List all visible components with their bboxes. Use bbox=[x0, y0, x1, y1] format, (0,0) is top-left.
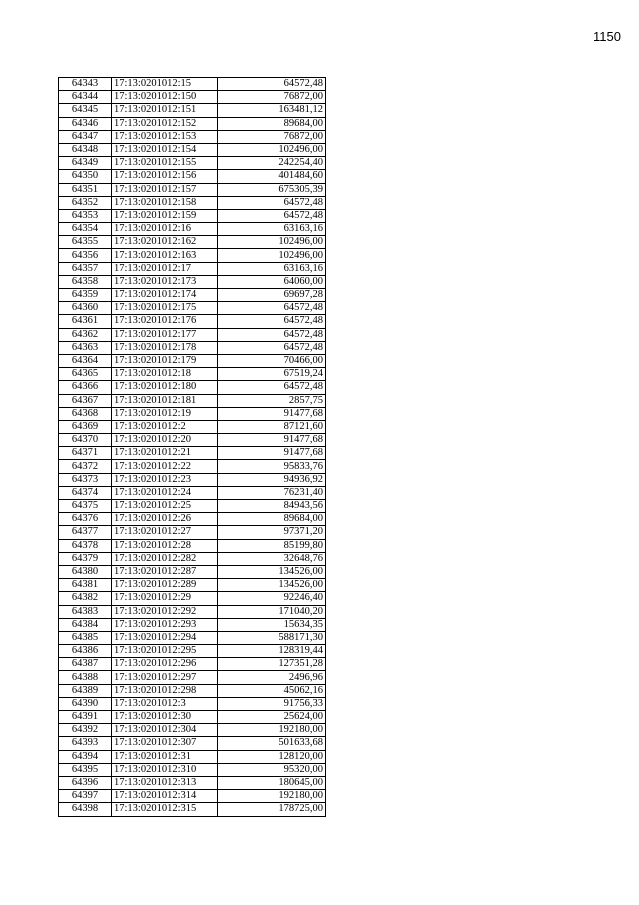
cadastral-number-cell: 17:13:0201012:2 bbox=[112, 420, 218, 433]
row-number-cell: 64384 bbox=[59, 618, 112, 631]
cadastral-number-cell: 17:13:0201012:25 bbox=[112, 500, 218, 513]
row-number-cell: 64365 bbox=[59, 368, 112, 381]
table-body bbox=[59, 78, 326, 817]
row-number-cell: 64397 bbox=[59, 790, 112, 803]
table-row bbox=[59, 354, 326, 367]
row-number-cell: 64392 bbox=[59, 724, 112, 737]
value-cell: 87121,60 bbox=[218, 420, 326, 433]
row-number-cell: 64388 bbox=[59, 671, 112, 684]
cadastral-number-cell: 17:13:0201012:24 bbox=[112, 486, 218, 499]
cadastral-number-cell: 17:13:0201012:21 bbox=[112, 447, 218, 460]
table-row bbox=[59, 803, 326, 816]
table-row bbox=[59, 711, 326, 724]
table-row bbox=[59, 513, 326, 526]
table-row bbox=[59, 407, 326, 420]
table-row bbox=[59, 381, 326, 394]
value-cell: 64572,48 bbox=[218, 78, 326, 91]
row-number-cell: 64383 bbox=[59, 605, 112, 618]
cadastral-number-cell: 17:13:0201012:152 bbox=[112, 117, 218, 130]
value-cell: 95833,76 bbox=[218, 460, 326, 473]
value-cell: 32648,76 bbox=[218, 552, 326, 565]
row-number-cell: 64370 bbox=[59, 434, 112, 447]
cadastral-number-cell: 17:13:0201012:15 bbox=[112, 78, 218, 91]
cadastral-number-cell: 17:13:0201012:155 bbox=[112, 157, 218, 170]
row-number-cell: 64380 bbox=[59, 565, 112, 578]
cadastral-number-cell: 17:13:0201012:29 bbox=[112, 592, 218, 605]
value-cell: 45062,16 bbox=[218, 684, 326, 697]
cadastral-number-cell: 17:13:0201012:181 bbox=[112, 394, 218, 407]
value-cell: 64572,48 bbox=[218, 341, 326, 354]
cadastral-number-cell: 17:13:0201012:163 bbox=[112, 249, 218, 262]
row-number-cell: 64348 bbox=[59, 143, 112, 156]
row-number-cell: 64345 bbox=[59, 104, 112, 117]
cadastral-number-cell: 17:13:0201012:22 bbox=[112, 460, 218, 473]
table-row bbox=[59, 368, 326, 381]
cadastral-number-cell: 17:13:0201012:287 bbox=[112, 565, 218, 578]
table-row bbox=[59, 684, 326, 697]
value-cell: 67519,24 bbox=[218, 368, 326, 381]
row-number-cell: 64386 bbox=[59, 645, 112, 658]
row-number-cell: 64362 bbox=[59, 328, 112, 341]
row-number-cell: 64376 bbox=[59, 513, 112, 526]
cadastral-number-cell: 17:13:0201012:313 bbox=[112, 776, 218, 789]
row-number-cell: 64374 bbox=[59, 486, 112, 499]
row-number-cell: 64366 bbox=[59, 381, 112, 394]
cadastral-number-cell: 17:13:0201012:293 bbox=[112, 618, 218, 631]
table-row bbox=[59, 104, 326, 117]
cadastral-number-cell: 17:13:0201012:26 bbox=[112, 513, 218, 526]
cadastral-number-cell: 17:13:0201012:314 bbox=[112, 790, 218, 803]
value-cell: 64572,48 bbox=[218, 302, 326, 315]
cadastral-number-cell: 17:13:0201012:173 bbox=[112, 275, 218, 288]
table-row bbox=[59, 697, 326, 710]
table-row bbox=[59, 579, 326, 592]
value-cell: 64060,00 bbox=[218, 275, 326, 288]
row-number-cell: 64371 bbox=[59, 447, 112, 460]
value-cell: 64572,48 bbox=[218, 381, 326, 394]
value-cell: 171040,20 bbox=[218, 605, 326, 618]
row-number-cell: 64344 bbox=[59, 91, 112, 104]
row-number-cell: 64353 bbox=[59, 209, 112, 222]
table-row bbox=[59, 196, 326, 209]
row-number-cell: 64357 bbox=[59, 262, 112, 275]
table-row bbox=[59, 91, 326, 104]
cadastral-number-cell: 17:13:0201012:176 bbox=[112, 315, 218, 328]
value-cell: 675305,39 bbox=[218, 183, 326, 196]
cadastral-number-cell: 17:13:0201012:289 bbox=[112, 579, 218, 592]
row-number-cell: 64391 bbox=[59, 711, 112, 724]
value-cell: 102496,00 bbox=[218, 143, 326, 156]
cadastral-number-cell: 17:13:0201012:296 bbox=[112, 658, 218, 671]
cadastral-number-cell: 17:13:0201012:180 bbox=[112, 381, 218, 394]
row-number-cell: 64385 bbox=[59, 631, 112, 644]
value-cell: 128319,44 bbox=[218, 645, 326, 658]
cadastral-number-cell: 17:13:0201012:292 bbox=[112, 605, 218, 618]
table-row bbox=[59, 565, 326, 578]
table-row bbox=[59, 447, 326, 460]
table-row bbox=[59, 724, 326, 737]
row-number-cell: 64354 bbox=[59, 223, 112, 236]
table-row bbox=[59, 209, 326, 222]
cadastral-number-cell: 17:13:0201012:150 bbox=[112, 91, 218, 104]
page-number: 1150 bbox=[593, 29, 621, 44]
row-number-cell: 64377 bbox=[59, 526, 112, 539]
table-row bbox=[59, 645, 326, 658]
table-row bbox=[59, 78, 326, 91]
value-cell: 102496,00 bbox=[218, 236, 326, 249]
row-number-cell: 64395 bbox=[59, 763, 112, 776]
value-cell: 180645,00 bbox=[218, 776, 326, 789]
cadastral-number-cell: 17:13:0201012:156 bbox=[112, 170, 218, 183]
value-cell: 64572,48 bbox=[218, 196, 326, 209]
row-number-cell: 64350 bbox=[59, 170, 112, 183]
table-row bbox=[59, 671, 326, 684]
row-number-cell: 64349 bbox=[59, 157, 112, 170]
value-cell: 91756,33 bbox=[218, 697, 326, 710]
row-number-cell: 64373 bbox=[59, 473, 112, 486]
value-cell: 25624,00 bbox=[218, 711, 326, 724]
table-row bbox=[59, 170, 326, 183]
value-cell: 102496,00 bbox=[218, 249, 326, 262]
cadastral-number-cell: 17:13:0201012:18 bbox=[112, 368, 218, 381]
cadastral-number-cell: 17:13:0201012:175 bbox=[112, 302, 218, 315]
table-row bbox=[59, 737, 326, 750]
table-row bbox=[59, 631, 326, 644]
cadastral-number-cell: 17:13:0201012:3 bbox=[112, 697, 218, 710]
value-cell: 242254,40 bbox=[218, 157, 326, 170]
row-number-cell: 64390 bbox=[59, 697, 112, 710]
table-row bbox=[59, 262, 326, 275]
value-cell: 15634,35 bbox=[218, 618, 326, 631]
value-cell: 94936,92 bbox=[218, 473, 326, 486]
value-cell: 64572,48 bbox=[218, 328, 326, 341]
row-number-cell: 64396 bbox=[59, 776, 112, 789]
value-cell: 91477,68 bbox=[218, 407, 326, 420]
value-cell: 128120,00 bbox=[218, 750, 326, 763]
row-number-cell: 64361 bbox=[59, 315, 112, 328]
cadastral-number-cell: 17:13:0201012:178 bbox=[112, 341, 218, 354]
row-number-cell: 64382 bbox=[59, 592, 112, 605]
value-cell: 178725,00 bbox=[218, 803, 326, 816]
value-cell: 92246,40 bbox=[218, 592, 326, 605]
row-number-cell: 64360 bbox=[59, 302, 112, 315]
value-cell: 134526,00 bbox=[218, 565, 326, 578]
value-cell: 85199,80 bbox=[218, 539, 326, 552]
cadastral-number-cell: 17:13:0201012:304 bbox=[112, 724, 218, 737]
value-cell: 89684,00 bbox=[218, 117, 326, 130]
row-number-cell: 64359 bbox=[59, 289, 112, 302]
cadastral-number-cell: 17:13:0201012:177 bbox=[112, 328, 218, 341]
table-row bbox=[59, 315, 326, 328]
row-number-cell: 64363 bbox=[59, 341, 112, 354]
row-number-cell: 64389 bbox=[59, 684, 112, 697]
value-cell: 163481,12 bbox=[218, 104, 326, 117]
row-number-cell: 64343 bbox=[59, 78, 112, 91]
row-number-cell: 64372 bbox=[59, 460, 112, 473]
table-row bbox=[59, 460, 326, 473]
cadastral-number-cell: 17:13:0201012:298 bbox=[112, 684, 218, 697]
value-cell: 127351,28 bbox=[218, 658, 326, 671]
value-cell: 401484,60 bbox=[218, 170, 326, 183]
cadastral-number-cell: 17:13:0201012:295 bbox=[112, 645, 218, 658]
value-cell: 64572,48 bbox=[218, 315, 326, 328]
row-number-cell: 64364 bbox=[59, 354, 112, 367]
row-number-cell: 64375 bbox=[59, 500, 112, 513]
table-row bbox=[59, 592, 326, 605]
table-row bbox=[59, 157, 326, 170]
value-cell: 69697,28 bbox=[218, 289, 326, 302]
cadastral-number-cell: 17:13:0201012:20 bbox=[112, 434, 218, 447]
cadastral-number-cell: 17:13:0201012:157 bbox=[112, 183, 218, 196]
row-number-cell: 64394 bbox=[59, 750, 112, 763]
table-row bbox=[59, 117, 326, 130]
row-number-cell: 64355 bbox=[59, 236, 112, 249]
row-number-cell: 64398 bbox=[59, 803, 112, 816]
value-cell: 76872,00 bbox=[218, 91, 326, 104]
table-row bbox=[59, 776, 326, 789]
value-cell: 63163,16 bbox=[218, 262, 326, 275]
cadastral-number-cell: 17:13:0201012:153 bbox=[112, 130, 218, 143]
cadastral-number-cell: 17:13:0201012:179 bbox=[112, 354, 218, 367]
row-number-cell: 64369 bbox=[59, 420, 112, 433]
cadastral-number-cell: 17:13:0201012:17 bbox=[112, 262, 218, 275]
value-cell: 76231,40 bbox=[218, 486, 326, 499]
cadastral-number-cell: 17:13:0201012:174 bbox=[112, 289, 218, 302]
row-number-cell: 64352 bbox=[59, 196, 112, 209]
table-row bbox=[59, 526, 326, 539]
table-row bbox=[59, 130, 326, 143]
table-row bbox=[59, 394, 326, 407]
table-row bbox=[59, 223, 326, 236]
table-row bbox=[59, 302, 326, 315]
table-row bbox=[59, 289, 326, 302]
row-number-cell: 64358 bbox=[59, 275, 112, 288]
cadastral-number-cell: 17:13:0201012:297 bbox=[112, 671, 218, 684]
cadastral-number-cell: 17:13:0201012:151 bbox=[112, 104, 218, 117]
table-row bbox=[59, 328, 326, 341]
table-row bbox=[59, 275, 326, 288]
table-row bbox=[59, 763, 326, 776]
value-cell: 91477,68 bbox=[218, 447, 326, 460]
row-number-cell: 64367 bbox=[59, 394, 112, 407]
cadastral-number-cell: 17:13:0201012:162 bbox=[112, 236, 218, 249]
value-cell: 192180,00 bbox=[218, 790, 326, 803]
cadastral-value-table bbox=[58, 77, 326, 817]
cadastral-number-cell: 17:13:0201012:30 bbox=[112, 711, 218, 724]
cadastral-number-cell: 17:13:0201012:282 bbox=[112, 552, 218, 565]
row-number-cell: 64356 bbox=[59, 249, 112, 262]
cadastral-number-cell: 17:13:0201012:16 bbox=[112, 223, 218, 236]
table-row bbox=[59, 434, 326, 447]
value-cell: 134526,00 bbox=[218, 579, 326, 592]
table-row bbox=[59, 552, 326, 565]
table-row bbox=[59, 500, 326, 513]
table-row bbox=[59, 618, 326, 631]
row-number-cell: 64379 bbox=[59, 552, 112, 565]
row-number-cell: 64393 bbox=[59, 737, 112, 750]
table-row bbox=[59, 420, 326, 433]
value-cell: 2496,96 bbox=[218, 671, 326, 684]
value-cell: 89684,00 bbox=[218, 513, 326, 526]
table-row bbox=[59, 658, 326, 671]
value-cell: 76872,00 bbox=[218, 130, 326, 143]
cadastral-number-cell: 17:13:0201012:19 bbox=[112, 407, 218, 420]
row-number-cell: 64347 bbox=[59, 130, 112, 143]
value-cell: 192180,00 bbox=[218, 724, 326, 737]
cadastral-number-cell: 17:13:0201012:31 bbox=[112, 750, 218, 763]
row-number-cell: 64381 bbox=[59, 579, 112, 592]
table-row bbox=[59, 249, 326, 262]
value-cell: 501633,68 bbox=[218, 737, 326, 750]
row-number-cell: 64378 bbox=[59, 539, 112, 552]
cadastral-number-cell: 17:13:0201012:27 bbox=[112, 526, 218, 539]
row-number-cell: 64351 bbox=[59, 183, 112, 196]
value-cell: 95320,00 bbox=[218, 763, 326, 776]
table-row bbox=[59, 473, 326, 486]
cadastral-number-cell: 17:13:0201012:307 bbox=[112, 737, 218, 750]
table-row bbox=[59, 790, 326, 803]
value-cell: 97371,20 bbox=[218, 526, 326, 539]
cadastral-number-cell: 17:13:0201012:159 bbox=[112, 209, 218, 222]
table-row bbox=[59, 605, 326, 618]
row-number-cell: 64346 bbox=[59, 117, 112, 130]
value-cell: 91477,68 bbox=[218, 434, 326, 447]
value-cell: 70466,00 bbox=[218, 354, 326, 367]
row-number-cell: 64387 bbox=[59, 658, 112, 671]
table-row bbox=[59, 750, 326, 763]
cadastral-number-cell: 17:13:0201012:310 bbox=[112, 763, 218, 776]
cadastral-number-cell: 17:13:0201012:23 bbox=[112, 473, 218, 486]
value-cell: 2857,75 bbox=[218, 394, 326, 407]
cadastral-number-cell: 17:13:0201012:315 bbox=[112, 803, 218, 816]
table-row bbox=[59, 143, 326, 156]
table-row bbox=[59, 539, 326, 552]
value-cell: 84943,56 bbox=[218, 500, 326, 513]
row-number-cell: 64368 bbox=[59, 407, 112, 420]
table-row bbox=[59, 486, 326, 499]
value-cell: 588171,30 bbox=[218, 631, 326, 644]
table-row bbox=[59, 341, 326, 354]
table-row bbox=[59, 183, 326, 196]
table-row bbox=[59, 236, 326, 249]
cadastral-number-cell: 17:13:0201012:158 bbox=[112, 196, 218, 209]
value-cell: 63163,16 bbox=[218, 223, 326, 236]
cadastral-number-cell: 17:13:0201012:154 bbox=[112, 143, 218, 156]
cadastral-number-cell: 17:13:0201012:28 bbox=[112, 539, 218, 552]
value-cell: 64572,48 bbox=[218, 209, 326, 222]
cadastral-number-cell: 17:13:0201012:294 bbox=[112, 631, 218, 644]
